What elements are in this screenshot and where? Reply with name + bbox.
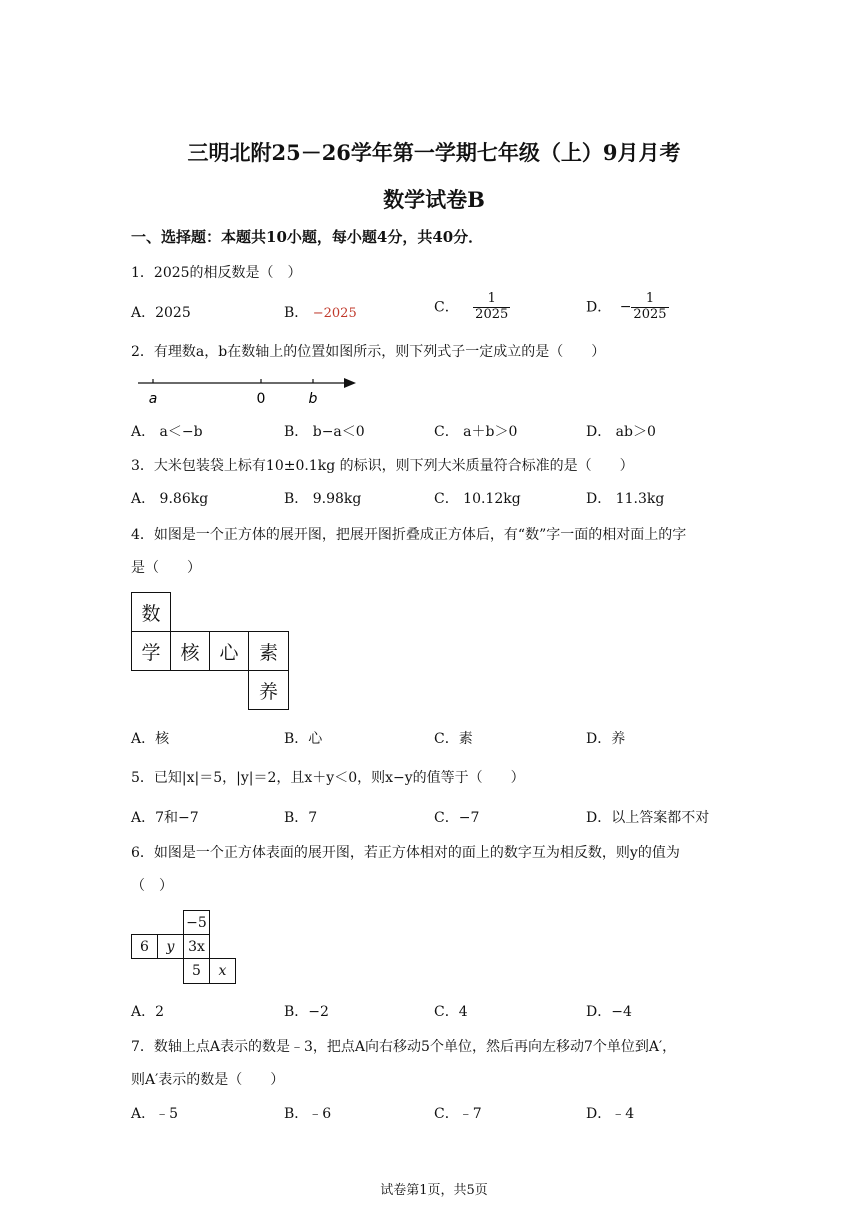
q6-option-b: B．−2: [284, 1004, 329, 1020]
cube-net-figure-q6: [131, 910, 237, 986]
net-cell: 学: [131, 631, 171, 671]
q1-option-c-label: C．: [434, 299, 459, 316]
net-cell: y: [157, 934, 184, 959]
question-5-stem: 5．已知|x|＝5，|y|＝2，且x＋y＜0，则x−y的值等于（ ）: [131, 770, 525, 786]
q5-option-d: D．以上答案都不对: [586, 810, 710, 826]
net-cell: 数: [131, 592, 171, 632]
q3-option-c: C． 10.12kg: [434, 491, 521, 507]
fraction-denominator: 2025: [633, 306, 667, 322]
q1-option-b-label: B．: [284, 305, 309, 321]
q2-option-c: C． a＋b＞0: [434, 424, 518, 440]
exam-title: 三明北附25－26学年第一学期七年级（上）9月月考: [187, 140, 681, 165]
q4-option-c: C．素: [434, 731, 473, 747]
q3-option-b: B． 9.98kg: [284, 491, 362, 507]
q7-option-d: D．﹣4: [586, 1106, 635, 1122]
q3-option-d: D． 11.3kg: [586, 491, 665, 507]
axis-label-b: b: [308, 391, 318, 407]
fraction-denominator: 2025: [475, 306, 509, 322]
q3-option-a: A． 9.86kg: [131, 491, 209, 507]
q4-option-b: B．心: [284, 731, 323, 747]
net-cell: 6: [131, 934, 158, 959]
q7-option-b: B．﹣6: [284, 1106, 332, 1122]
q1-option-c: [434, 292, 510, 323]
q2-option-d: D． ab＞0: [586, 424, 656, 440]
question-4-stem-line2: 是（ ）: [131, 560, 201, 576]
section-heading: 一、选择题：本题共10小题，每小题4分，共40分．: [131, 228, 484, 246]
net-cell: −5: [183, 910, 210, 935]
question-7-stem-line1: 7．数轴上点A表示的数是﹣3，把点A向右移动5个单位，然后再向左移动7个单位到A′，: [131, 1039, 677, 1055]
question-1-stem: 1．2025的相反数是（ ）: [131, 265, 302, 281]
net-cell: 核: [170, 631, 210, 671]
q1-option-d-sign: −: [619, 299, 632, 316]
question-4-stem-line1: 4．如图是一个正方体的展开图，把展开图折叠成正方体后，有“数”字一面的相对面上的字: [131, 527, 687, 543]
q4-option-d: D．养: [586, 731, 626, 747]
q5-option-b: B．7: [284, 810, 318, 826]
q1-option-d-fraction: [631, 292, 668, 323]
q5-option-c: C．−7: [434, 810, 480, 826]
q1-option-d: [586, 292, 669, 323]
q1-option-d-label: D．: [586, 299, 612, 316]
question-3-stem: 3．大米包装袋上标有10±0.1kg 的标识，则下列大米质量符合标准的是（ ）: [131, 458, 634, 474]
q6-option-a: A．2: [131, 1004, 165, 1020]
question-2-stem: 2．有理数a，b在数轴上的位置如图所示，则下列式子一定成立的是（ ）: [131, 344, 606, 360]
q2-option-a: A． a＜−b: [131, 424, 203, 440]
fraction-numerator: 1: [473, 292, 510, 308]
question-7-stem-line2: 则A′表示的数是（ ）: [131, 1072, 285, 1088]
fraction-numerator: 1: [631, 292, 668, 308]
page-footer: 试卷第1页，共5页: [380, 1183, 488, 1198]
q1-option-b: [284, 302, 357, 322]
axis-label-a: a: [148, 391, 158, 407]
cube-net-figure-q4: [131, 592, 291, 712]
net-cell: 3x: [183, 934, 210, 959]
axis-label-zero: 0: [256, 391, 266, 407]
q7-option-a: A．﹣5: [131, 1106, 179, 1122]
net-cell: 素: [248, 631, 289, 671]
q5-option-a: A．7和−7: [131, 810, 199, 826]
exam-subtitle: 数学试卷B: [383, 187, 485, 212]
number-line-figure: [134, 372, 364, 408]
q4-option-a: A．核: [131, 731, 170, 747]
net-cell: 养: [248, 670, 289, 710]
q1-option-c-fraction: [473, 292, 510, 323]
q2-option-b: B． b−a＜0: [284, 424, 365, 440]
q6-option-d: D．−4: [586, 1004, 632, 1020]
question-6-stem-line1: 6．如图是一个正方体表面的展开图，若正方体相对的面上的数字互为相反数，则y的值为: [131, 845, 680, 861]
q1-option-b-value: −2025: [312, 306, 357, 321]
question-6-stem-line2: （ ）: [131, 878, 173, 894]
q7-option-c: C．﹣7: [434, 1106, 482, 1122]
net-cell: 心: [209, 631, 249, 671]
q1-option-a: A．2025: [131, 305, 191, 321]
net-cell: x: [209, 958, 236, 984]
q6-option-c: C．4: [434, 1004, 468, 1020]
net-cell: 5: [183, 958, 210, 984]
